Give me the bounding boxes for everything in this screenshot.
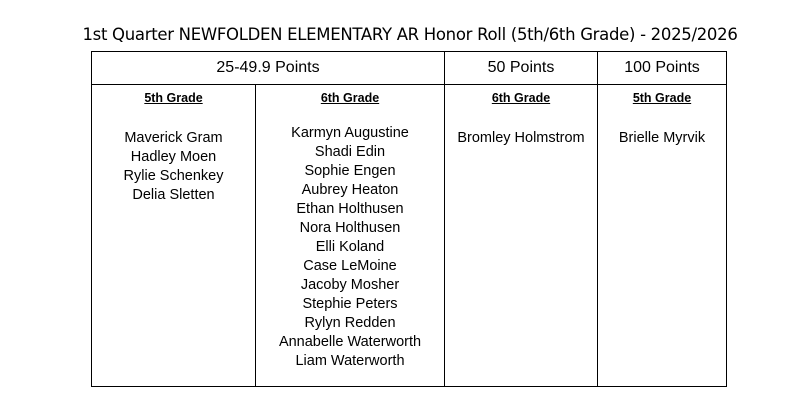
student-name: Shadi Edin	[314, 144, 386, 160]
student-name: Karmyn Augustine	[291, 125, 409, 141]
student-name: Bromley Holmstrom	[457, 130, 585, 146]
column-25-5th-grade	[92, 85, 255, 386]
student-name: Rylyn Redden	[304, 315, 396, 331]
header-25-49-points: 25-49.9 Points	[216, 59, 320, 76]
header-100-points: 100 Points	[624, 59, 700, 76]
name-list	[92, 129, 255, 205]
student-name: Aubrey Heaton	[301, 182, 399, 198]
student-name: Elli Koland	[315, 239, 385, 255]
grade-label: 5th Grade	[144, 91, 203, 105]
student-name: Brielle Myrvik	[618, 130, 706, 146]
student-name: Maverick Gram	[124, 130, 223, 146]
student-name: Nora Holthusen	[299, 220, 401, 236]
student-name: Ethan Holthusen	[296, 201, 404, 217]
column-100-5th-grade	[598, 85, 726, 386]
honor-roll-table	[91, 51, 727, 387]
column-50-6th-grade	[445, 85, 597, 386]
student-name: Case LeMoine	[303, 258, 397, 274]
column-25-6th-grade	[256, 85, 444, 386]
student-name: Delia Sletten	[132, 187, 215, 203]
student-name: Hadley Moen	[130, 149, 217, 165]
grade-label: 6th Grade	[320, 91, 380, 105]
grade-label: 5th Grade	[632, 91, 692, 105]
grade-label: 6th Grade	[491, 91, 551, 105]
student-name: Sophie Engen	[304, 163, 396, 179]
header-50-points: 50 Points	[487, 59, 555, 76]
name-list	[256, 124, 444, 371]
name-list	[598, 129, 726, 148]
name-list	[445, 129, 597, 148]
student-name: Jacoby Mosher	[300, 277, 400, 293]
student-name: Rylie Schenkey	[123, 168, 224, 184]
student-name: Liam Waterworth	[295, 353, 405, 369]
student-name: Stephie Peters	[302, 296, 398, 312]
page-title: 1st Quarter NEWFOLDEN ELEMENTARY AR Honor Roll (5th/6th Grade) - 2025/2026	[82, 25, 738, 44]
student-name: Annabelle Waterworth	[278, 334, 422, 350]
